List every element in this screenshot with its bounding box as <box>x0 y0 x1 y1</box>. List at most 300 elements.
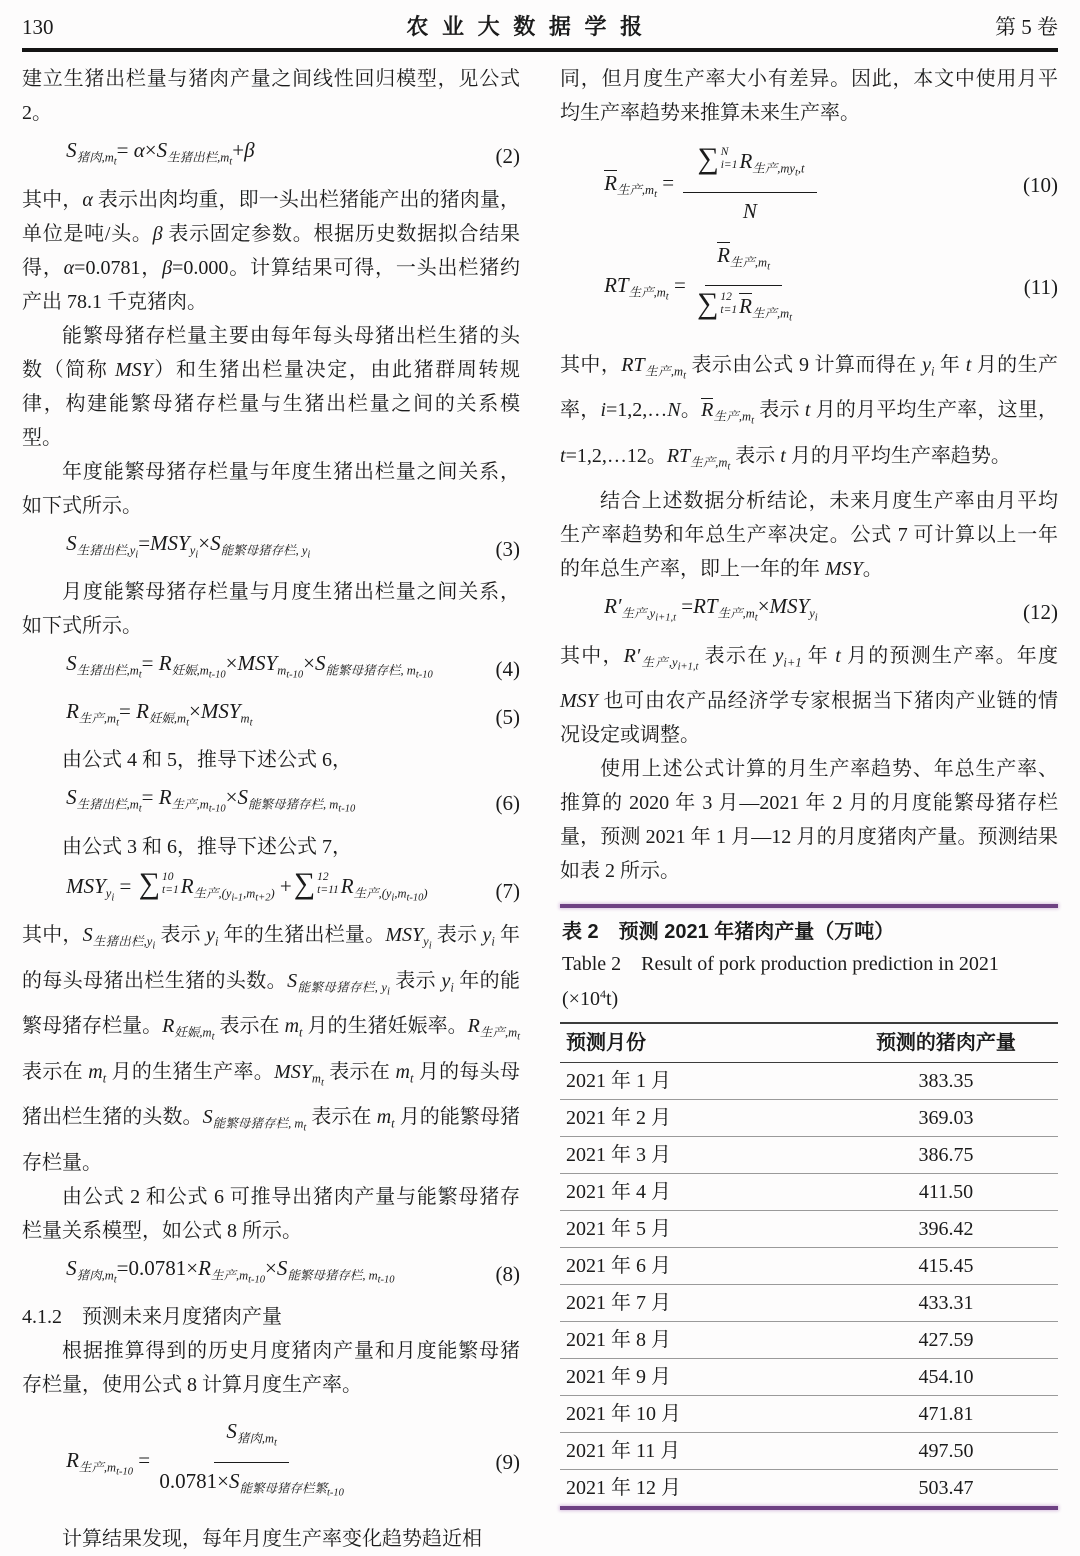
equation-11 <box>560 240 1058 334</box>
math-v: R <box>158 651 172 675</box>
equation-number: (6) <box>495 791 520 816</box>
math-v: S <box>210 530 221 555</box>
paragraph <box>560 62 1058 130</box>
math-num <box>705 240 782 287</box>
math-v: R <box>340 873 354 898</box>
math-v: RT <box>666 444 691 467</box>
cell-production: 471.81 <box>834 1396 1058 1433</box>
journal-title: 农业大数据学报 <box>406 14 656 39</box>
math-s: 能繁母猪存栏, m <box>212 1116 304 1131</box>
math-o: + <box>232 138 245 162</box>
cell-month: 2021 年 2 月 <box>560 1100 834 1137</box>
math-ss: t <box>751 415 755 427</box>
math-ss: i <box>111 892 115 903</box>
section-heading-412: 4.1.2 预测未来月度猪肉产量 <box>22 1306 282 1328</box>
math-s: y <box>423 934 429 949</box>
math-v: MSY <box>769 594 810 618</box>
equation-body <box>66 528 487 571</box>
equation-number: (8) <box>495 1261 520 1286</box>
paragraph <box>22 830 520 864</box>
math-s: 生产,y <box>621 606 656 621</box>
table-caption-en <box>562 949 1056 1014</box>
math-v: MSY <box>825 558 863 580</box>
cell-production: 503.47 <box>918 1477 974 1499</box>
cell-production: 415.45 <box>834 1248 1058 1285</box>
math-sup: 4 <box>599 987 606 1001</box>
equation-number: (3) <box>495 536 520 561</box>
math-ss: t-10 <box>415 669 433 681</box>
table-body <box>560 1063 1058 1507</box>
math-ss: i+1,t <box>677 661 699 672</box>
math-s: t <box>299 1025 303 1040</box>
page-body <box>22 62 1058 1556</box>
math-v: y <box>482 924 492 946</box>
math-s: 生产,m <box>171 797 209 812</box>
math-t: 使用上述公式计算的月生产率趋势、年总生产率、推算的 2020 年 3 月—2021 年 2 月的月度能繁母猪存栏量，预测 2021 年 1 月—12 月的月度猪肉产量。预测结果如表 2 所示。 <box>560 758 1058 882</box>
math-v: α <box>82 188 93 211</box>
math-t: 月的月平均生产率趋势。 <box>785 444 1011 467</box>
math-t: 表示 <box>730 444 781 467</box>
cell-month: 2021 年 1 月 <box>560 1063 834 1100</box>
cell-production: 411.50 <box>834 1174 1058 1211</box>
math-ss: i <box>307 549 311 560</box>
table-row <box>560 1174 1058 1211</box>
math-v: S <box>228 1468 240 1493</box>
paragraph <box>22 918 520 1180</box>
math-v: t <box>965 353 972 376</box>
math-s: 生产,m <box>78 711 117 725</box>
math-t: 。 <box>680 399 702 421</box>
math-t: 结合上述数据分析结论，未来月度生产率由月平均生产率趋势和年总生产率决定。公式 7 可计算以上一年的年总生产率，即上一年的年 <box>560 490 1058 580</box>
math-s: m <box>240 711 250 725</box>
math-v: m <box>395 1060 410 1083</box>
math-s: y <box>189 543 196 557</box>
math-sum <box>293 866 339 900</box>
math-t: 表示在 <box>698 644 775 667</box>
math-ss: t-10 <box>326 1487 344 1498</box>
cell-production: 497.50 <box>834 1433 1058 1470</box>
math-lims <box>721 146 738 172</box>
math-o: × <box>757 594 770 618</box>
math-v: β <box>162 256 173 279</box>
math-t: 月的月平均生产率，这里， <box>810 399 1059 421</box>
math-ss: t-10 <box>116 1466 133 1478</box>
math-o: × <box>144 138 157 162</box>
math-t: 能繁母猪存栏量主要由每年每头母猪出栏生猪的头数（简称 <box>22 324 520 381</box>
left-column <box>22 62 520 1556</box>
math-num <box>214 1416 289 1463</box>
equation-body <box>604 591 1015 634</box>
math-o: = <box>119 698 137 723</box>
math-t: 表示 <box>389 969 442 992</box>
math-s: 猪肉,m <box>76 150 114 165</box>
math-s: 生产,(y <box>193 886 232 900</box>
equation-5 <box>22 696 520 739</box>
paragraph <box>560 348 1058 485</box>
table-row <box>560 1211 1058 1248</box>
math-v: S <box>66 530 77 555</box>
math-s: 生产,m <box>479 1025 518 1040</box>
equation-number: (11) <box>1023 274 1058 299</box>
math-t: 。 <box>862 558 883 580</box>
math-v: R <box>717 242 730 267</box>
math-v: R <box>604 170 617 195</box>
math-ss: t <box>767 261 770 272</box>
math-den <box>743 193 757 226</box>
math-v: S <box>156 138 168 162</box>
math-sum <box>697 144 737 174</box>
math-t: 计算结果发现，每年月度生产率变化趋势趋近相 <box>62 1528 482 1550</box>
math-t: 表示固定参数。根据历史数据拟合结果得， <box>22 222 520 279</box>
math-s: ,t <box>797 161 805 176</box>
math-o: = <box>116 1255 129 1280</box>
math-t: 也可由农产品经济学专家根据当下猪肉产业链的情况设定或调整。 <box>560 690 1058 746</box>
math-s: 生产,m <box>717 606 755 621</box>
equation-body <box>66 135 487 178</box>
math-v: S <box>237 785 249 809</box>
math-ss: i-1 <box>231 892 244 903</box>
math-frac <box>683 144 816 226</box>
paragraph <box>22 1180 520 1248</box>
math-t: 月的预测生产率。年度 <box>840 644 1059 667</box>
math-s: t <box>102 1071 107 1085</box>
math-t: 表示出肉均重，即一头出栏猪能产出的猪肉量，单位是吨/头。 <box>22 188 520 245</box>
math-t: 建立生猪出栏量与猪肉产量之间线性回归模型，见公式 2。 <box>22 68 520 124</box>
math-s: i+1 <box>783 655 802 669</box>
math-lo: t=1 <box>720 304 738 316</box>
table-row <box>560 1359 1058 1396</box>
math-v: S <box>66 138 77 162</box>
math-t: Table 2 Result of pork production prediction in 2021 (×10 <box>562 953 999 1010</box>
equation-3 <box>22 528 520 571</box>
cell-month: 2021 年 4 月 <box>560 1174 834 1211</box>
math-ss: t+2 <box>255 892 271 903</box>
math-s: y <box>105 886 112 900</box>
math-v: S <box>202 1106 213 1128</box>
math-s: 生猪出栏,m <box>76 663 139 678</box>
math-s: 猪肉,m <box>236 1431 274 1446</box>
math-ss: i <box>428 940 432 952</box>
math-v: MSY <box>200 698 241 723</box>
cell-month: 2021 年 11 月 <box>560 1433 834 1470</box>
equation-body <box>66 1253 487 1296</box>
math-v: R′ <box>623 644 641 667</box>
math-o: = <box>668 272 692 297</box>
paragraph <box>22 743 520 777</box>
math-ss: t <box>138 803 142 815</box>
math-s: 生猪出栏,y <box>92 934 153 949</box>
column-header-month: 预测月份 <box>560 1023 834 1063</box>
math-t: 表示在 <box>22 1060 89 1083</box>
math-o: × <box>225 651 238 675</box>
math-v: MSY <box>150 530 190 555</box>
cell-month: 2021 年 12 月 <box>566 1477 681 1499</box>
math-s: m <box>277 663 287 678</box>
math-s: 生猪出栏,m <box>76 797 139 812</box>
math-ss: i <box>195 549 199 560</box>
math-n: 0.0781 <box>128 1255 187 1280</box>
math-s: t <box>409 1071 414 1085</box>
math-t: 月的生猪生产率。 <box>106 1060 275 1083</box>
cell-month: 2021 年 9 月 <box>560 1359 834 1396</box>
paragraph <box>560 484 1058 586</box>
math-s: 生产,m <box>616 183 655 198</box>
math-v: S <box>226 1419 237 1443</box>
math-v: R <box>66 1447 79 1472</box>
math-lims <box>162 871 179 897</box>
math-o: × <box>186 1255 199 1280</box>
math-v: N <box>667 399 681 421</box>
math-s: 生产,my <box>752 161 795 176</box>
math-o: = <box>141 785 159 809</box>
math-sigma: ∑ <box>293 866 316 900</box>
math-t: 表示由公式 9 计算而得在 <box>686 353 923 376</box>
table-top-rule <box>560 904 1058 908</box>
equation-4 <box>22 648 520 691</box>
math-s: 生产,m <box>690 455 728 469</box>
math-s: 生产,m <box>729 255 768 269</box>
equation-number: (12) <box>1023 600 1058 625</box>
table-row <box>560 1100 1058 1137</box>
table-header-row <box>560 1023 1058 1063</box>
math-v: R <box>198 1255 211 1280</box>
math-s: 生猪出栏,y <box>76 543 136 557</box>
math-v: t <box>835 644 841 667</box>
paragraph <box>22 319 520 455</box>
math-s: 能繁母猪存栏, m <box>248 797 339 812</box>
math-sum <box>138 866 179 900</box>
math-s: t <box>391 1116 395 1131</box>
cell-production: 454.10 <box>834 1359 1058 1396</box>
paragraph <box>22 575 520 643</box>
equation-9 <box>22 1416 520 1508</box>
math-ss: t-10 <box>248 1274 266 1285</box>
math-s: ,m <box>394 886 407 900</box>
math-lo: i=1 <box>720 159 738 171</box>
math-t: 其中， <box>22 924 83 946</box>
paragraph <box>22 183 520 319</box>
math-ss: t <box>303 1122 307 1134</box>
equation-body <box>66 648 487 691</box>
math-t: 由公式 2 和公式 6 可推导出猪肉产量与能繁母猪存栏量关系模型，如公式 8 所示。 <box>22 1185 520 1242</box>
paragraph <box>560 752 1058 888</box>
math-t: 年的生猪出栏量。 <box>218 924 386 946</box>
math-t: 表示在 <box>214 1015 285 1037</box>
math-o: × <box>189 698 201 723</box>
math-t: 年的能繁母猪存栏量。 <box>22 969 521 1037</box>
math-o: = <box>138 530 151 555</box>
math-v: MSY <box>115 358 153 381</box>
math-den <box>695 286 792 334</box>
math-v: RT <box>693 594 718 618</box>
math-o: × <box>217 1468 229 1493</box>
math-v: y <box>206 924 215 946</box>
math-v: t <box>560 444 566 467</box>
math-s: 能繁母猪存栏, y <box>220 543 308 557</box>
math-ss: t <box>186 717 189 728</box>
math-t: 表示 <box>431 924 483 946</box>
math-s: 生产,(y <box>353 886 392 900</box>
math-t: 其中， <box>22 188 83 211</box>
math-s: i <box>930 364 935 378</box>
math-t: 年度能繁母猪存栏量与年度生猪出栏量之间关系，如下式所示。 <box>22 460 520 517</box>
equation-6 <box>22 782 520 825</box>
math-s: 猪肉,m <box>76 1268 114 1282</box>
math-t: t) <box>605 988 619 1010</box>
math-o: × <box>198 530 211 555</box>
math-o: × <box>225 785 238 809</box>
math-s: ) <box>270 886 275 900</box>
math-ss: i <box>391 892 395 903</box>
paragraph <box>22 1334 520 1402</box>
math-up: N <box>720 146 729 159</box>
math-s: 生产,m <box>713 409 752 424</box>
math-v: t <box>804 399 811 421</box>
math-v: S <box>276 1255 288 1280</box>
paragraph <box>22 1522 520 1556</box>
math-t: 由公式 4 和 5，推导下述公式 6， <box>62 749 352 771</box>
math-v: S <box>66 651 77 675</box>
table-row <box>560 1248 1058 1285</box>
math-o: × <box>265 1255 277 1280</box>
math-v: S <box>315 651 326 675</box>
math-ss: t-10 <box>208 803 226 815</box>
equation-body <box>66 866 487 914</box>
math-t: 年 <box>934 353 966 376</box>
math-v: α <box>133 138 145 162</box>
math-s: 生产,y <box>640 655 678 669</box>
math-t: 由公式 3 和 6，推导下述公式 7， <box>62 835 352 858</box>
math-v: m <box>284 1015 300 1037</box>
math-t: 表示 <box>155 924 207 946</box>
table-row <box>560 1063 1058 1100</box>
paragraph <box>560 639 1058 753</box>
math-up: 12 <box>720 291 732 304</box>
math-ss: t <box>320 1077 324 1088</box>
math-v: MSY <box>237 651 278 675</box>
math-v: MSY <box>274 1060 312 1083</box>
math-v: R <box>701 399 714 421</box>
math-sigma: ∑ <box>697 287 719 320</box>
math-ss: t <box>138 669 142 681</box>
math-o: = <box>657 170 680 195</box>
math-s: i <box>214 934 219 949</box>
math-ss: t <box>789 312 793 324</box>
math-ss: t <box>794 167 798 179</box>
math-v: y <box>774 644 784 667</box>
math-v: y <box>922 353 931 376</box>
equation-body <box>66 696 487 739</box>
math-t: 表示 <box>754 399 805 421</box>
math-ss: t <box>116 717 119 728</box>
math-v: α <box>63 256 75 279</box>
cell-production: 396.42 <box>834 1211 1058 1248</box>
math-sigma: ∑ <box>138 866 160 900</box>
math-ss: t-10 <box>208 669 226 681</box>
cell-production: 386.75 <box>834 1137 1058 1174</box>
math-v: RT <box>604 272 629 297</box>
cell-production: 427.59 <box>834 1322 1058 1359</box>
math-lims <box>720 291 737 317</box>
math-t: 表示在 <box>323 1060 396 1083</box>
math-ss: t <box>683 370 687 381</box>
equation-10 <box>560 144 1058 226</box>
math-v: R <box>739 149 753 173</box>
math-v: y <box>441 969 451 992</box>
math-v: m <box>376 1106 392 1128</box>
math-ss: t <box>273 1437 277 1449</box>
volume-label: 第 5 卷 <box>994 15 1058 39</box>
math-t: 月的生产率， <box>560 353 1059 421</box>
prediction-table <box>560 1022 1058 1506</box>
math-v: R <box>162 1015 175 1037</box>
math-s: 能繁母猪存栏繁 <box>239 1481 327 1495</box>
paragraph <box>22 455 520 523</box>
math-lims <box>317 871 339 897</box>
math-v: S <box>66 1255 77 1280</box>
math-t: 月的生猪妊娠率。 <box>302 1015 468 1037</box>
math-o: = <box>114 873 137 898</box>
math-t: 年的每头母猪出栏生猪的头数。 <box>22 924 521 992</box>
math-lo: t=1 <box>162 883 179 896</box>
math-sum <box>697 289 737 319</box>
math-lo: t=11 <box>317 883 339 896</box>
cell-production: 383.35 <box>834 1063 1058 1100</box>
math-s: 妊娠,m <box>174 1025 212 1040</box>
math-bar <box>604 170 617 194</box>
math-ss: t <box>727 461 731 472</box>
math-t: =1,2,…12。 <box>565 444 667 467</box>
math-up: 12 <box>317 870 329 883</box>
math-o: + <box>274 873 292 898</box>
math-ss: t-10 <box>338 803 356 815</box>
math-t: =1,2,… <box>606 399 668 421</box>
page-number: 130 <box>22 15 54 39</box>
math-sigma: ∑ <box>697 142 719 175</box>
equation-body <box>66 782 487 825</box>
math-ss: t-10 <box>286 669 304 681</box>
math-n: 0.0781 <box>159 1468 218 1493</box>
math-ss: t <box>211 1031 215 1043</box>
header-rule <box>22 48 1058 52</box>
math-v: R <box>180 873 194 898</box>
equation-12 <box>560 591 1058 634</box>
math-v: S <box>287 969 298 992</box>
table-row <box>560 1285 1058 1322</box>
cell-production: 433.31 <box>834 1285 1058 1322</box>
math-v: t <box>780 444 786 467</box>
cell-month: 2021 年 10 月 <box>560 1396 834 1433</box>
table-header <box>560 1023 1058 1063</box>
math-v: S <box>66 785 77 809</box>
equation-number: (9) <box>495 1450 520 1474</box>
math-up: 10 <box>162 870 174 883</box>
math-v: m <box>88 1060 103 1083</box>
math-t: 年 <box>801 644 836 667</box>
math-v: R <box>467 1015 480 1037</box>
math-bar <box>739 293 752 317</box>
math-s: 生产,m <box>644 364 684 378</box>
math-v: R <box>739 294 752 318</box>
table-2-figure <box>560 904 1058 1510</box>
math-ss: t <box>229 156 233 168</box>
math-v: R′ <box>604 594 622 618</box>
math-s: 生产,m <box>751 306 790 321</box>
math-s: 妊娠,m <box>171 663 209 678</box>
math-v: R <box>136 698 149 723</box>
table-row <box>560 1137 1058 1174</box>
math-t: 月度能繁母猪存栏量与月度生猪出栏量之间关系，如下式所示。 <box>22 581 520 637</box>
